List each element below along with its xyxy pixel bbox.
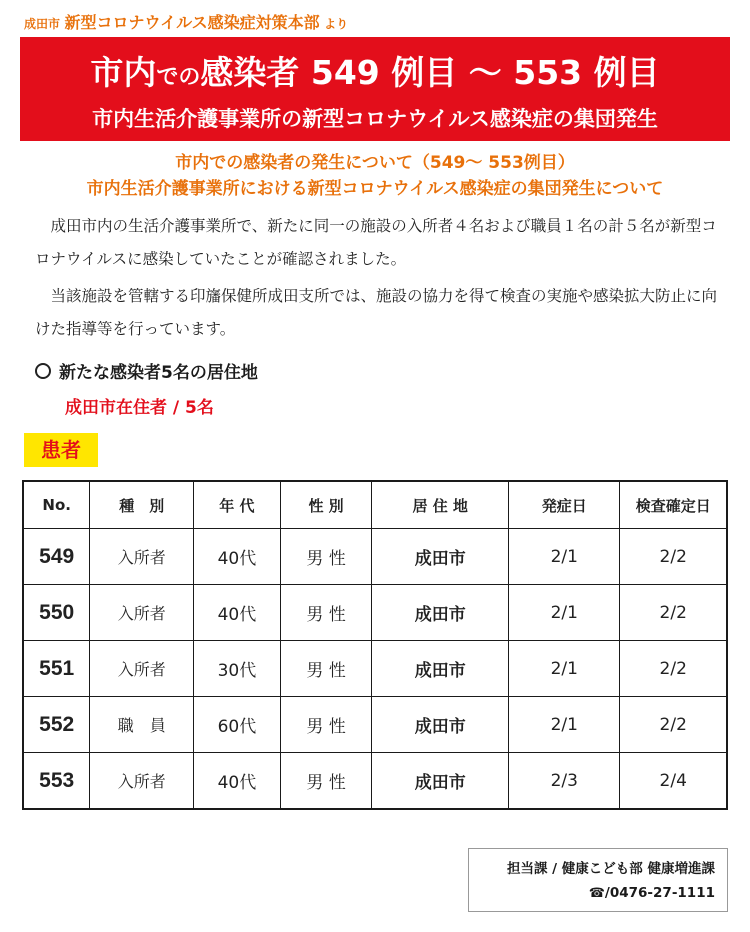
contact-phone-line xyxy=(469,881,715,906)
case-residence: 成田市 xyxy=(372,585,509,641)
table-row xyxy=(23,529,727,585)
banner-headline xyxy=(20,47,730,94)
table-row xyxy=(23,585,727,641)
case-confirmed: 2/2 xyxy=(620,529,727,585)
case-age: 30代 xyxy=(194,641,281,697)
contact-phone: /0476-27-1111 xyxy=(604,885,715,901)
case-age: 40代 xyxy=(194,585,281,641)
paragraph-text: 成田市内の生活介護事業所で、新たに同一の施設の入所者４名および職員１名の計５名が新型コロナウイルスに感染していたことが確認されました。 xyxy=(35,217,717,268)
issuer-suffix: より xyxy=(324,17,349,31)
paragraph xyxy=(35,280,725,346)
contact-box xyxy=(468,848,728,912)
case-sex: 男 性 xyxy=(280,529,372,585)
issuer-name: 新型コロナウイルス感染症対策本部 xyxy=(64,13,320,32)
subheading: 市内での感染者の発生について（549～ 553例目） xyxy=(175,153,575,173)
case-age: 60代 xyxy=(194,697,281,753)
table-header-row xyxy=(23,481,727,529)
case-sex: 男 性 xyxy=(280,753,372,810)
headline-prefix: 市内 xyxy=(90,53,157,92)
residence-heading-text: 新たな感染者5名の居住地 xyxy=(59,363,258,383)
case-no: 549 xyxy=(23,529,90,585)
case-residence: 成田市 xyxy=(372,529,509,585)
patients-label: 患者 xyxy=(24,433,98,467)
circle-bullet-icon xyxy=(35,363,51,379)
issuer-line xyxy=(24,10,348,33)
case-sex: 男 性 xyxy=(280,641,372,697)
case-age: 40代 xyxy=(194,753,281,810)
header-confirmed: 検査確定日 xyxy=(620,481,727,529)
case-no: 553 xyxy=(23,753,90,810)
case-residence: 成田市 xyxy=(372,641,509,697)
residence-heading xyxy=(35,358,258,383)
cases-table xyxy=(22,480,728,810)
case-onset: 2/1 xyxy=(509,529,620,585)
table-row xyxy=(23,753,727,810)
case-type: 入所者 xyxy=(90,641,194,697)
case-confirmed: 2/2 xyxy=(620,641,727,697)
case-onset: 2/1 xyxy=(509,641,620,697)
header-sex: 性 別 xyxy=(280,481,372,529)
case-onset: 2/1 xyxy=(509,585,620,641)
case-type: 職 員 xyxy=(90,697,194,753)
case-no: 551 xyxy=(23,641,90,697)
case-onset: 2/1 xyxy=(509,697,620,753)
case-confirmed: 2/2 xyxy=(620,697,727,753)
issuer-city: 成田市 xyxy=(24,17,61,31)
table-row xyxy=(23,641,727,697)
subheadings xyxy=(0,150,750,202)
subheading: 市内生活介護事業所における新型コロナウイルス感染症の集団発生について xyxy=(86,179,664,199)
paragraph-text: 当該施設を管轄する印旛保健所成田支所では、施設の協力を得て検査の実施や感染拡大防止に向けた指導等を行っています。 xyxy=(35,287,718,338)
case-type: 入所者 xyxy=(90,529,194,585)
table-row xyxy=(23,697,727,753)
paragraph xyxy=(35,210,725,276)
header-onset: 発症日 xyxy=(509,481,620,529)
case-confirmed: 2/2 xyxy=(620,585,727,641)
header-residence: 居 住 地 xyxy=(372,481,509,529)
residence-detail: 成田市在住者 / 5名 xyxy=(65,398,214,418)
case-residence: 成田市 xyxy=(372,697,509,753)
case-no: 550 xyxy=(23,585,90,641)
headline-particle: での xyxy=(156,65,201,90)
contact-department: 担当課 / 健康こども部 健康増進課 xyxy=(506,861,715,877)
banner-subtitle: 市内生活介護事業所の新型コロナウイルス感染症の集団発生 xyxy=(92,107,658,131)
header-type: 種 別 xyxy=(90,481,194,529)
case-sex: 男 性 xyxy=(280,697,372,753)
case-onset: 2/3 xyxy=(509,753,620,810)
case-confirmed: 2/4 xyxy=(620,753,727,810)
case-type: 入所者 xyxy=(90,585,194,641)
case-type: 入所者 xyxy=(90,753,194,810)
header-age: 年 代 xyxy=(194,481,281,529)
case-age: 40代 xyxy=(194,529,281,585)
case-residence: 成田市 xyxy=(372,753,509,810)
telephone-icon: ☎ xyxy=(588,886,605,901)
case-no: 552 xyxy=(23,697,90,753)
header-no: No. xyxy=(23,481,90,529)
case-sex: 男 性 xyxy=(280,585,372,641)
headline-main: 感染者 549 例目 ～ 553 例目 xyxy=(200,53,660,92)
title-banner xyxy=(20,37,730,141)
